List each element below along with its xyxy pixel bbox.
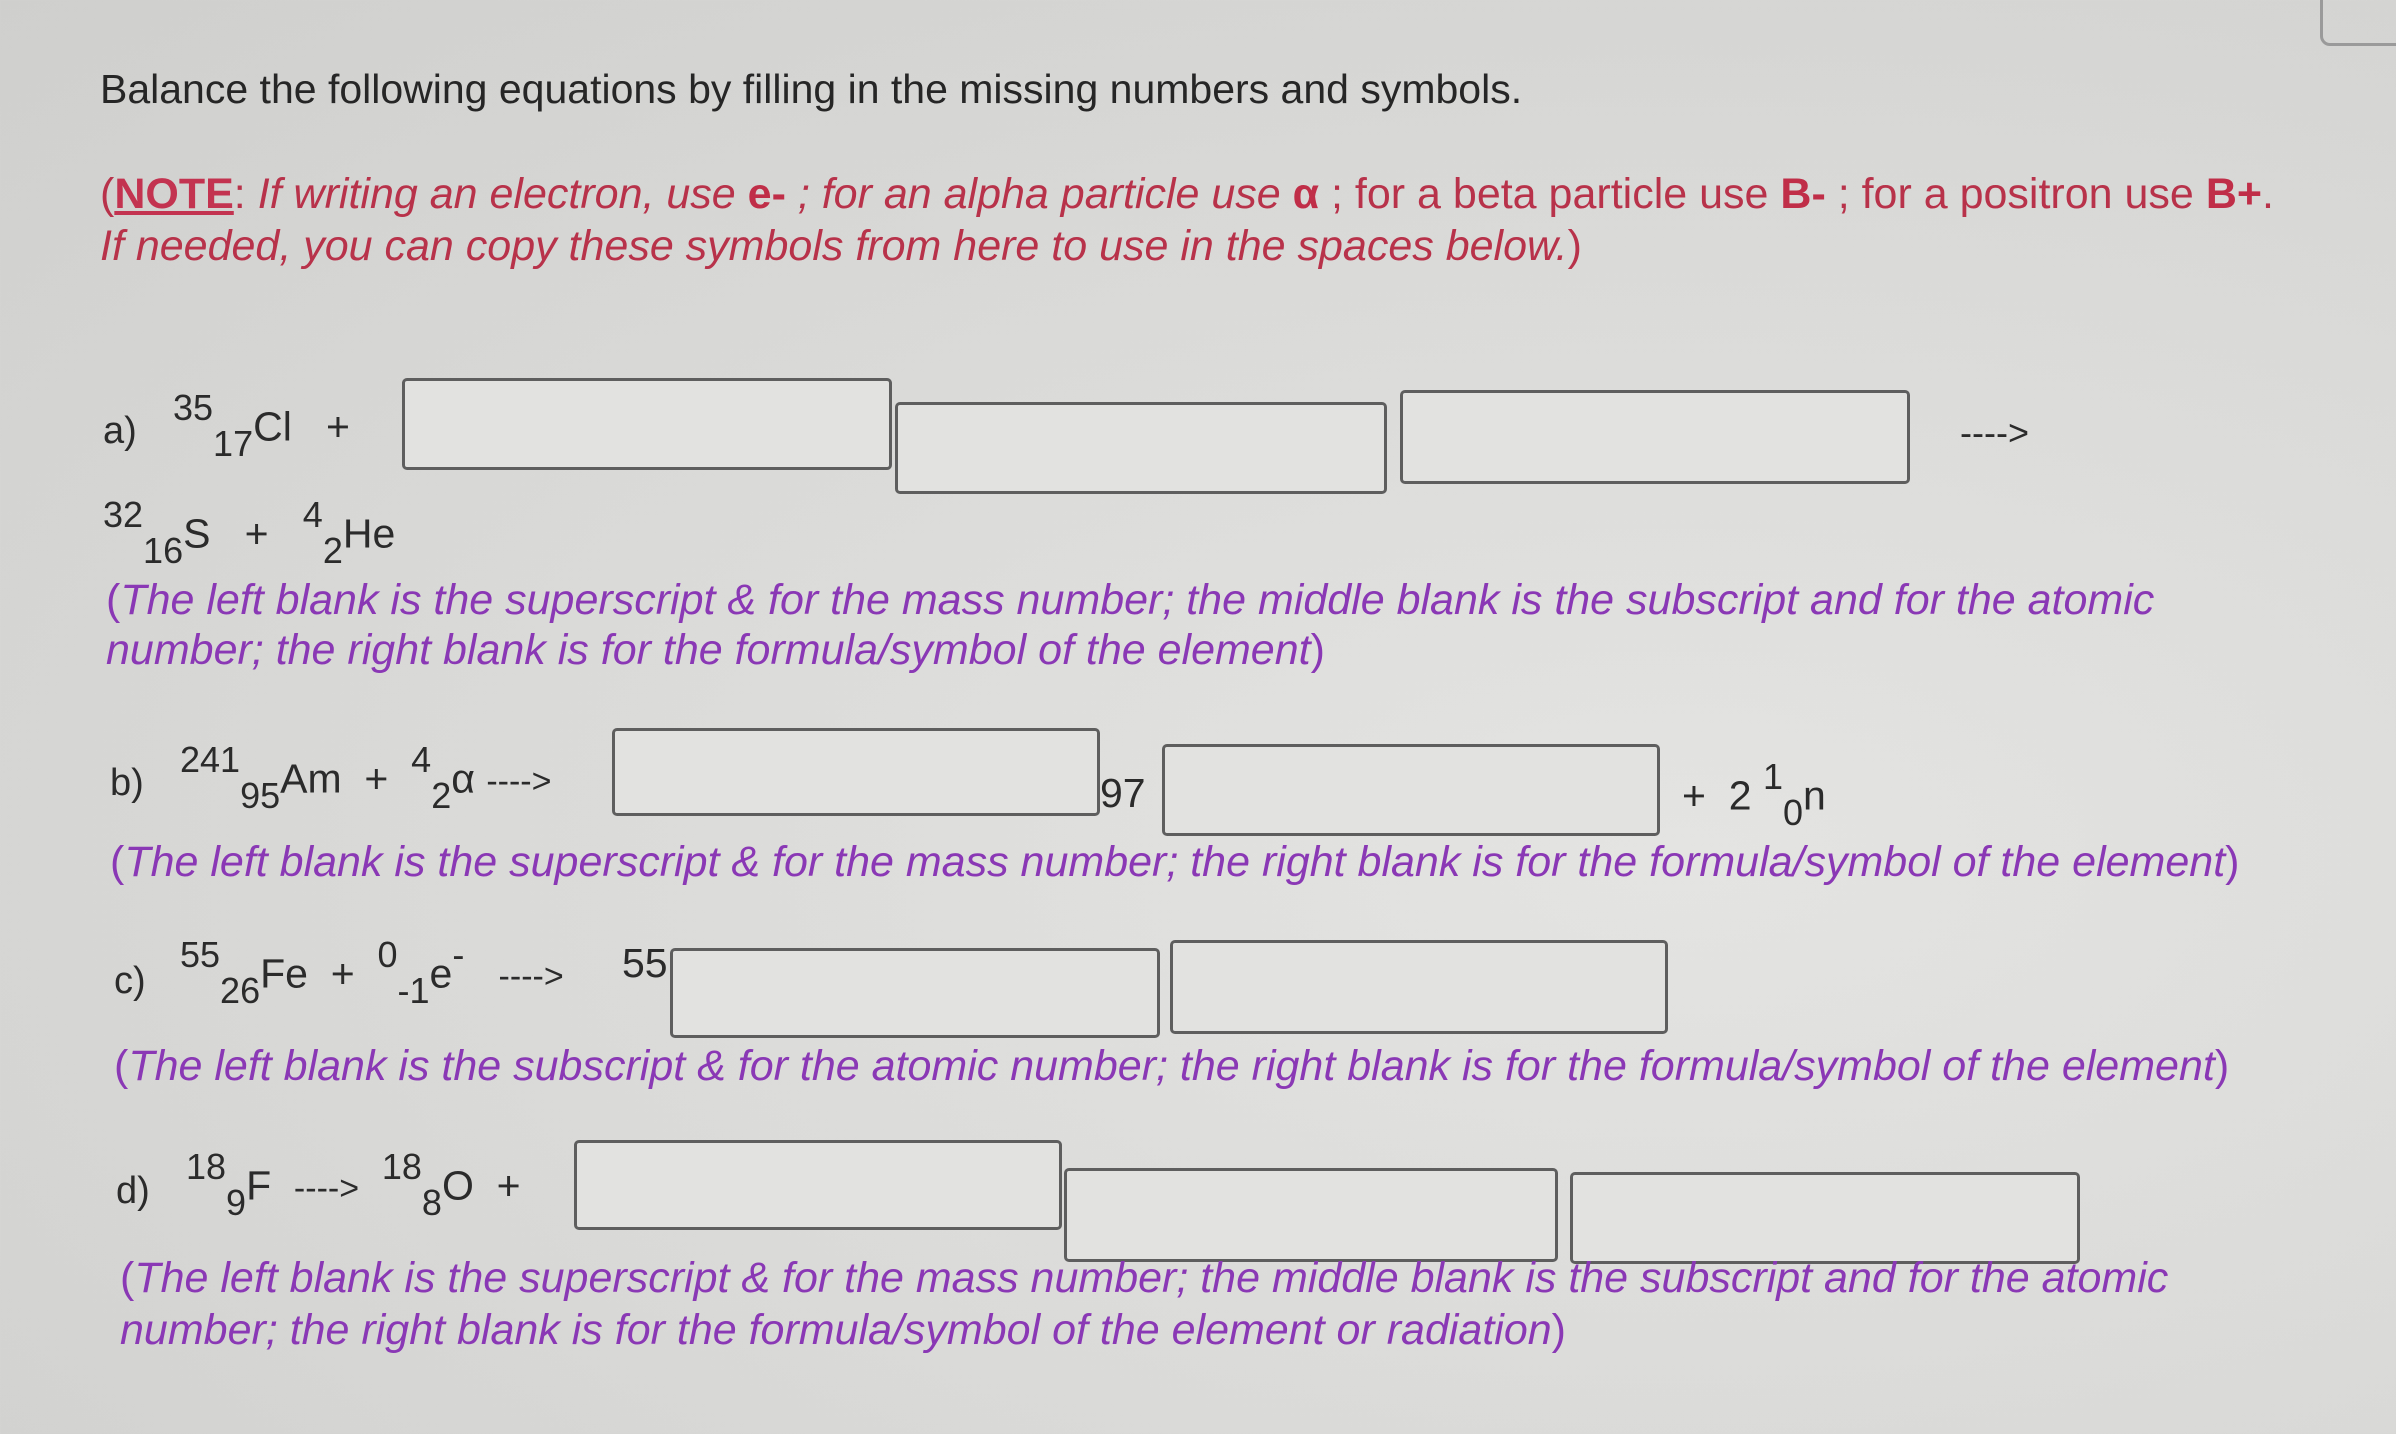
- problem-b-hint: (The left blank is the superscript & for the mass number; the right blank is for the formula/symbol of the element): [110, 838, 2240, 886]
- problem-c-symbol-input[interactable]: [1170, 940, 1668, 1034]
- note-label: NOTE: [114, 170, 234, 218]
- window-corner: [2320, 0, 2396, 46]
- problem-d-hint-line-1: (The left blank is the superscript & for the mass number; the middle blank is the subscript and for the atomic: [120, 1254, 2169, 1302]
- problem-d-label: d): [116, 1170, 150, 1212]
- problem-d-atomic-number-input[interactable]: [1064, 1168, 1558, 1262]
- problem-c-reactants: $^{55}_{26}$Fe + $^0_{-1}$e- ---->: [180, 934, 564, 1011]
- note-line-1: (NOTE: If writing an electron, use e- ; for an alpha particle use α ; for a beta particle use B- ; for a positron use B+.: [100, 170, 2274, 218]
- problem-a-label: a): [103, 410, 137, 452]
- problem-a-hint-line-2: number; the right blank is for the formula/symbol of the element): [106, 626, 1325, 674]
- problem-a-hint-line-1: (The left blank is the superscript & for the mass number; the middle blank is the subscript and for the atomic: [106, 576, 2155, 624]
- problem-b-given-atomic-number: 97: [1100, 770, 1146, 816]
- problem-a-reactant: $^{35}_{17}$Cl +: [173, 387, 350, 464]
- beta-symbol: B-: [1780, 170, 1826, 218]
- problem-a-products: $^{32}_{16}$S + $^4_2$He: [103, 494, 396, 571]
- problem-b-label: b): [110, 762, 144, 804]
- alpha-symbol: α: [1292, 170, 1320, 218]
- problem-b-reactants: $^{241}_{95}$Am + $^4_2$α ---->: [180, 739, 552, 816]
- problem-d-symbol-input[interactable]: [1570, 1172, 2080, 1264]
- positron-symbol: B+: [2205, 170, 2262, 218]
- problem-b-symbol-input[interactable]: [1162, 744, 1660, 836]
- problem-a-arrow: ---->: [1960, 412, 2029, 453]
- problem-d-hint-line-2: number; the right blank is for the formula/symbol of the element or radiation): [120, 1306, 1566, 1354]
- problem-a-symbol-input[interactable]: [1400, 390, 1910, 484]
- problem-d-mass-number-input[interactable]: [574, 1140, 1062, 1230]
- problem-b-neutrons: + 2 $^1_0$n: [1682, 756, 1826, 833]
- instructions-title: Balance the following equations by filling in the missing numbers and symbols.: [100, 66, 1523, 112]
- problem-c-hint: (The left blank is the subscript & for the atomic number; the right blank is for the formula/symbol of the element): [114, 1042, 2230, 1090]
- problem-a-atomic-number-input[interactable]: [895, 402, 1387, 494]
- electron-symbol: e-: [747, 170, 786, 218]
- problem-a-mass-number-input[interactable]: [402, 378, 892, 470]
- note-line-2: If needed, you can copy these symbols from here to use in the spaces below.): [100, 222, 1582, 270]
- problem-b-mass-number-input[interactable]: [612, 728, 1100, 816]
- problem-c-atomic-number-input[interactable]: [670, 948, 1160, 1038]
- problem-c-given-mass-number: 55: [622, 940, 668, 986]
- problem-c-label: c): [114, 960, 146, 1002]
- problem-d-equation: $^{18}_9$F ----> $^{18}_8$O +: [186, 1146, 521, 1223]
